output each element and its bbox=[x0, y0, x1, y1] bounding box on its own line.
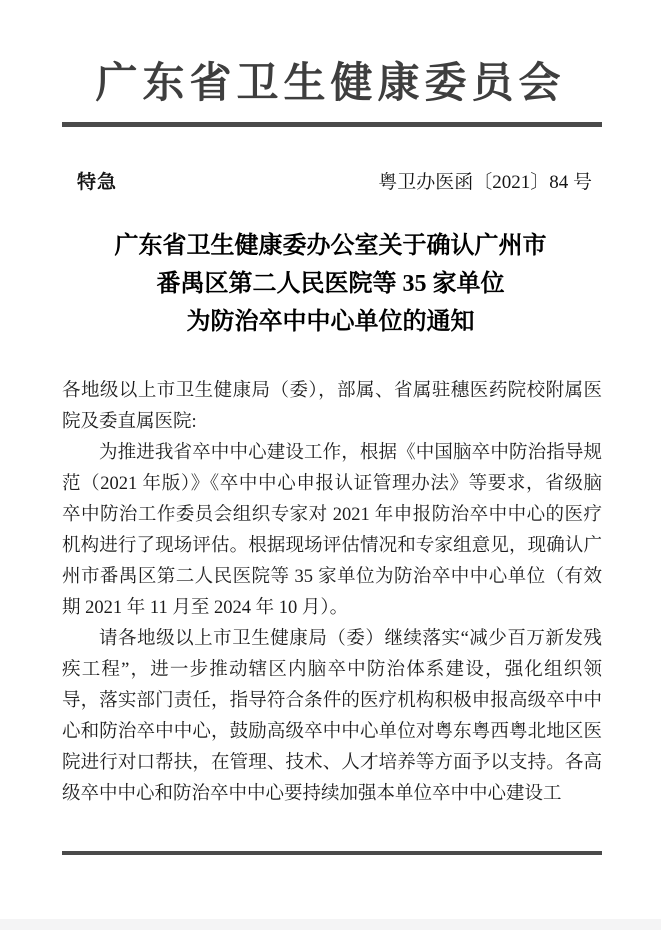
meta-row bbox=[62, 167, 602, 194]
document-body bbox=[62, 376, 602, 810]
body-paragraph-1: 为推进我省卒中中心建设工作，根据《中国脑卒中防治指导规范（2021 年版）》《卒中中心申报认证管理办法》等要求，省级脑卒中防治工作委员会组织专家对 2021 年申报防治卒中中心的医疗机构进行了现场评估。根据现场评估情况和专家组意见，现确认广州市番禺区第二人民医院等 35 家单位为防治卒中中心单位（有效期 2021 年 11 月至 2024 年 10 月）。 bbox=[62, 443, 602, 618]
document-title bbox=[30, 227, 631, 341]
body-paragraph-2: 请各地级以上市卫生健康局（委）继续落实“减少百万新发残疾工程”，进一步推动辖区内脑卒中防治体系建设，强化组织领导，落实部门责任，指导符合条件的医疗机构积极申报高级卒中中心和防治卒中中心，鼓励高级卒中中心单位对粤东粤西粤北地区医院进行对口帮扶，在管理、技术、人才培养等方面予以支持。各高级卒中中心和防治卒中中心要持续加强本单位卒中中心建设工 bbox=[62, 629, 602, 804]
letterhead-org-name: 广东省卫生健康委员会 bbox=[95, 61, 566, 107]
document-title-line-2: 番禺区第二人民医院等 35 家单位 bbox=[156, 271, 505, 297]
urgency-label: 特急 bbox=[77, 172, 118, 193]
salutation: 各地级以上市卫生健康局（委），部属、省属驻穗医药院校附属医院及委直属医院: bbox=[62, 381, 602, 432]
document-title-line-3: 为防治卒中中心单位的通知 bbox=[186, 309, 475, 335]
footer-divider-rule bbox=[62, 851, 602, 855]
letterhead-divider-rule bbox=[62, 122, 602, 127]
page-edge-strip bbox=[0, 919, 661, 930]
document-title-line-1: 广东省卫生健康委办公室关于确认广州市 bbox=[114, 233, 547, 259]
document-number: 粤卫办医函〔2021〕84 号 bbox=[378, 172, 592, 193]
